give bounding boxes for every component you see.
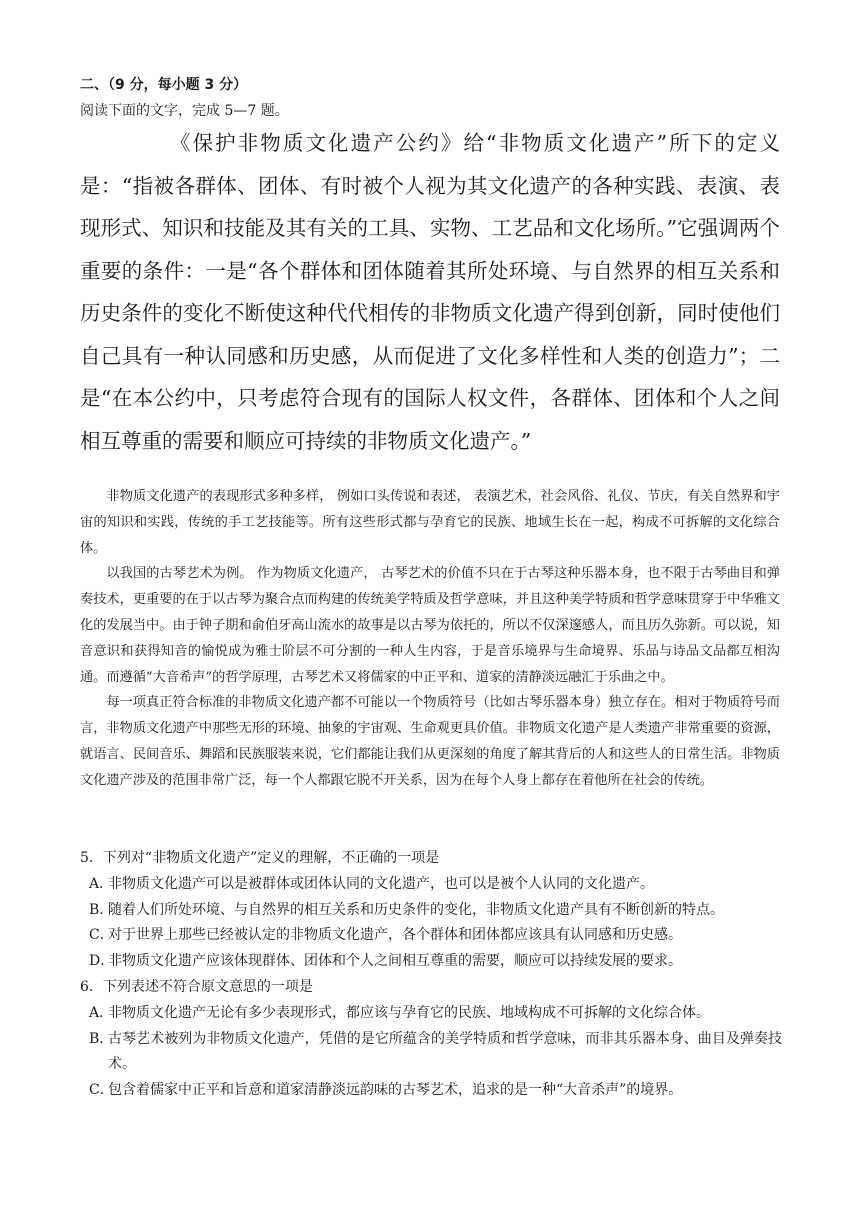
question-5 [80, 846, 782, 975]
questions [80, 846, 782, 1104]
question-stem: 6．下列表述不符合原文意思的一项是 [80, 978, 313, 995]
body-paragraph-2: 以我国的古琴艺术为例。 作为物质文化遗产， 古琴艺术的价值不只在于古琴这种乐器本身，也不限于古琴曲目和弹奏技术，更重要的在于以古琴为聚合点而构建的传统美学特质及哲学意味，并且这种美学特质和哲学意味贯穿于中华雅文化的发展当中。由于钟子期和俞伯牙高山流水的故事是以古琴为依托的，所以不仅深邃感人，而且历久弥新。可以说，知音意识和获得知音的愉悦成为雅士阶层不可分割的一种人生内容，于是音乐境界与生命境界、乐品与诗品文品都互相沟通。而遵循“大音希声”的哲学原理，古琴艺术又将儒家的中正平和、道家的清静淡远融汇于乐曲之中。 [80, 566, 780, 685]
option-6c [80, 1078, 782, 1104]
option-6a [80, 1001, 782, 1027]
option-5a [80, 872, 782, 898]
option-letter: C． [89, 1082, 114, 1099]
option-text: 非物质文化遗产应该体现群体、团体和个人之间相互尊重的需要，顺应可以持续发展的要求。 [108, 953, 682, 970]
option-letter: B． [89, 1030, 114, 1047]
option-5d [80, 949, 782, 975]
question-6 [80, 975, 782, 1104]
option-letter: B． [89, 901, 114, 918]
option-letter: C． [89, 927, 114, 944]
option-letter: D． [89, 953, 115, 970]
option-letter: A． [89, 1004, 114, 1021]
option-5b [80, 898, 782, 924]
option-text: 非物质文化遗产可以是被群体或团体认同的文化遗产，也可以是被个人认同的文化遗产。 [108, 875, 654, 892]
option-6b [80, 1027, 782, 1079]
option-text: 包含着儒家中正平和旨意和道家清静淡远韵味的古琴艺术，追求的是一种“大音杀声”的境界。 [108, 1082, 683, 1099]
option-text: 随着人们所处环境、与自然界的相互关系和历史条件的变化，非物质文化遗产具有不断创新的特点。 [108, 901, 724, 918]
option-letter: A． [89, 875, 114, 892]
section-instruction: 阅读下面的文字，完成 5—7 题。 [80, 103, 289, 119]
passage-definition [80, 122, 780, 462]
passage-body [80, 484, 780, 794]
option-text: 古琴艺术被列为非物质文化遗产，凭借的是它所蕴含的美学特质和哲学意味，而非其乐器本身、曲目及弹奏技术。 [108, 1030, 782, 1073]
option-5c [80, 923, 782, 949]
body-paragraph-1: 非物质文化遗产的表现形式多种多样， 例如口头传说和表述， 表演艺术，社会风俗、礼仪、节庆，有关自然界和宇宙的知识和实践，传统的手工艺技能等。所有这些形式都与孕育它的民族、地域生长在一起，构成不可拆解的文化综合体。 [80, 489, 780, 556]
question-stem: 5．下列对“非物质文化遗产”定义的理解，不正确的一项是 [80, 850, 440, 866]
body-paragraph-3: 每一项真正符合标准的非物质文化遗产都不可能以一个物质符号（比如古琴乐器本身）独立存在。相对于物质符号而言，非物质文化遗产中那些无形的环境、抽象的宇宙观、生命观更具价值。非物质文化遗产是人类遗产非常重要的资源，就语言、民间音乐、舞蹈和民族服装来说，它们都能让我们从更深刻的角度了解其背后的人和这些人的日常生活。非物质文化遗产涉及的范围非常广泛，每一个人都跟它脱不开关系，因为在每个人身上都存在着他所在社会的传统。 [80, 695, 780, 788]
option-text: 非物质文化遗产无论有多少表现形式，都应该与孕育它的民族、地域构成不可拆解的文化综合体。 [108, 1004, 710, 1021]
definition-paragraph: 《保护非物质文化遗产公约》给“非物质文化遗产”所下的定义是：“指被各群体、团体、有时被个人视为其文化遗产的各种实践、表演、表现形式、知识和技能及其有关的工具、实物、工艺品和文化场所。”它强调两个重要的条件：一是“各个群体和团体随着其所处环境、与自然界的相互关系和历史条件的变化不断使这种代代相传的非物质文化遗产得到创新，同时使他们自己具有一种认同感和历史感，从而促进了文化多样性和人类的创造力”；二是“在本公约中，只考虑符合现有的国际人权文件，各群体、团体和个人之间相互尊重的需要和顺应可持续的非物质文化遗产。” [80, 131, 780, 453]
section-title: 二、（9 分，每小题 3 分） [80, 77, 248, 93]
option-text: 对于世界上那些已经被认定的非物质文化遗产，各个群体和团体都应该具有认同感和历史感。 [108, 927, 682, 944]
